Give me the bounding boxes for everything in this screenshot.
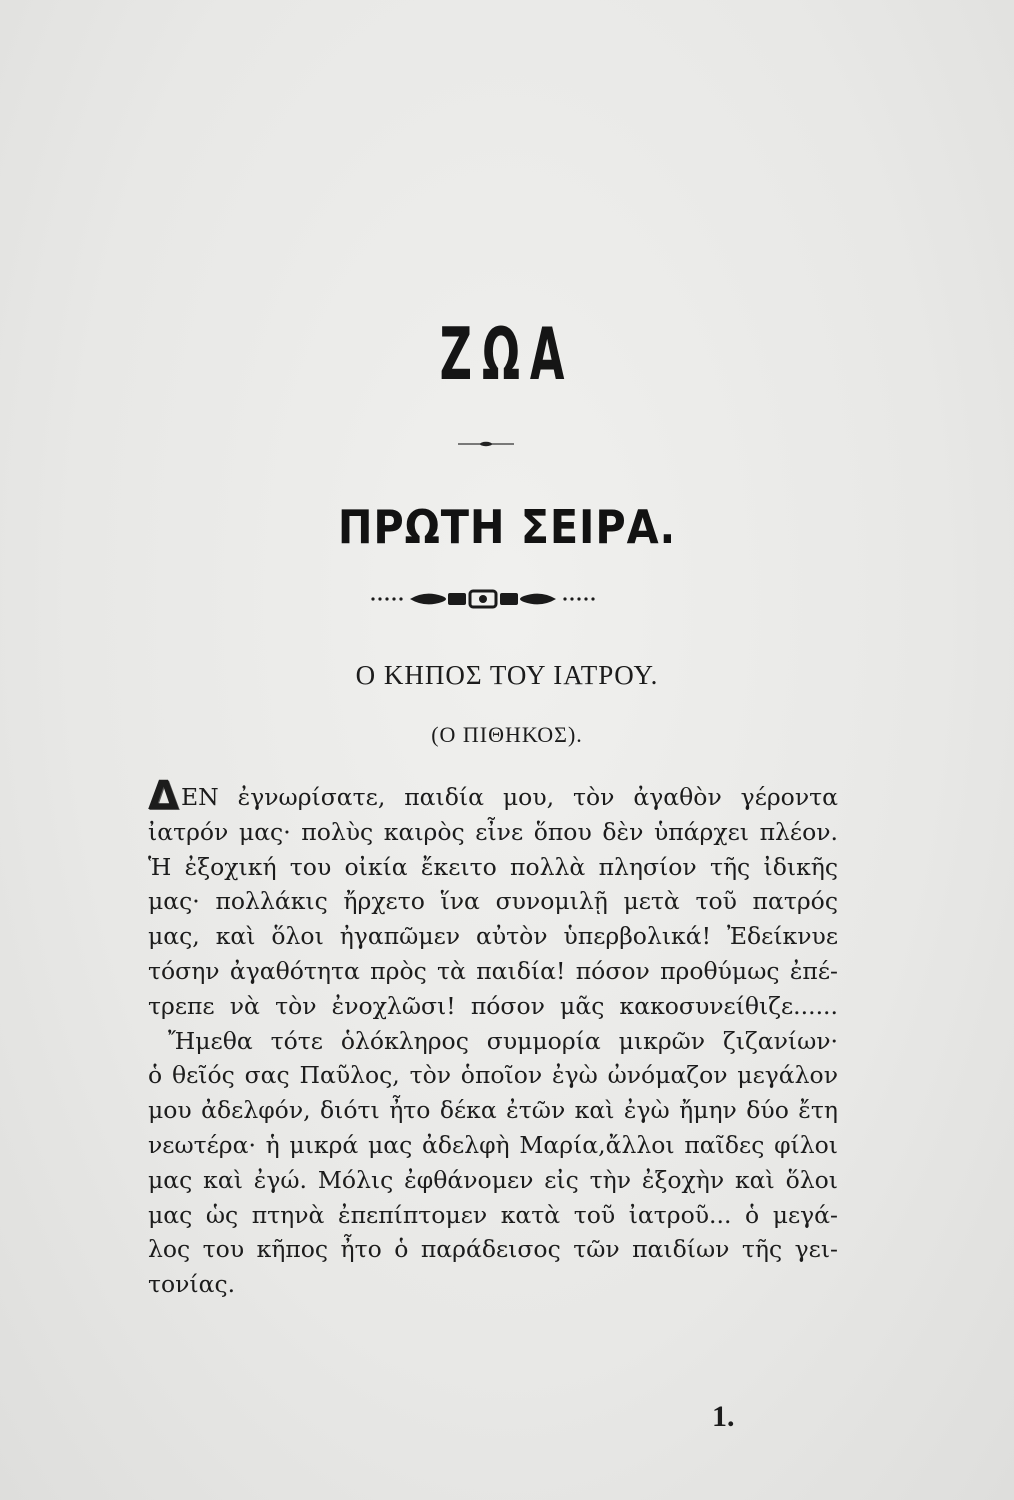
text-line: ὁ θεῖός σας Παῦλος, τὸν ὁποῖον ἐγὼ ὠνόμαζον μεγάλον — [148, 1061, 838, 1090]
text-line: Ἤμεθα τότε ὁλόκληρος συμμορία μικρῶν ζιζανίων· — [168, 1026, 838, 1055]
text-line: μας, καὶ ὅλοι ἠγαπῶμεν αὐτὸν ὑπερβολικά! Ἐδείκνυε — [148, 922, 838, 951]
chapter-subheading: (Ο ΠΙΘΗΚΟΣ). — [431, 722, 583, 747]
text-line: τονίας. — [148, 1270, 236, 1299]
decorative-divider-ornament — [370, 588, 596, 610]
text-line: λος του κῆπος ἦτο ὁ παράδεισος τῶν παιδίων τῆς γει- — [148, 1235, 838, 1264]
text-line: μας ὡς πτηνὰ ἐπεπίπτομεν κατὰ τοῦ ἰατροῦ... ὁ μεγά- — [148, 1200, 838, 1229]
chapter-heading: Ο ΚΗΠΟΣ ΤΟΥ ΙΑΤΡΟΥ. — [355, 660, 659, 690]
series-title: ΠΡΩΤΗ ΣΕΙΡΑ. — [337, 500, 677, 554]
text-line: ΔΕΝ ἐγνωρίσατε, παιδία μου, τὸν ἀγαθὸν γέροντα — [148, 773, 838, 819]
text-line: ἰατρόν μας· πολὺς καιρὸς εἶνε ὅπου δὲν ὑπάρχει πλέον. — [148, 817, 838, 846]
text-line: μας καὶ ἐγώ. Μόλις ἐφθάνομεν εἰς τὴν ἐξοχὴν καὶ ὅλοι — [148, 1165, 838, 1194]
page-title: ΖΩΑ — [439, 312, 575, 396]
text-line: Ἡ ἐξοχική του οἰκία ἔκειτο πολλὰ πλησίον τῆς ἰδικῆς — [148, 852, 838, 881]
drop-cap-initial: Δ — [148, 773, 179, 819]
text-line: μου ἀδελφόν, διότι ἦτο δέκα ἐτῶν καὶ ἐγὼ ἤμην δύο ἔτη — [148, 1096, 838, 1125]
text-line: τρεπε νὰ τὸν ἐνοχλῶσι! πόσον μᾶς κακοσυνείθιζε...... — [148, 991, 838, 1020]
text-line: νεωτέρα· ἡ μικρά μας ἀδελφὴ Μαρία,ἄλλοι παῖδες φίλοι — [148, 1130, 838, 1159]
small-rule-ornament — [458, 438, 514, 450]
text-line: τόσην ἀγαθότητα πρὸς τὰ παιδία! πόσον προθύμως ἐπέ- — [148, 956, 838, 985]
page-number: 1. — [712, 1400, 735, 1433]
body-text — [148, 773, 838, 1302]
text-line: μας· πολλάκις ἤρχετο ἵνα συνομιλῇ μετὰ τοῦ πατρός — [148, 887, 838, 916]
